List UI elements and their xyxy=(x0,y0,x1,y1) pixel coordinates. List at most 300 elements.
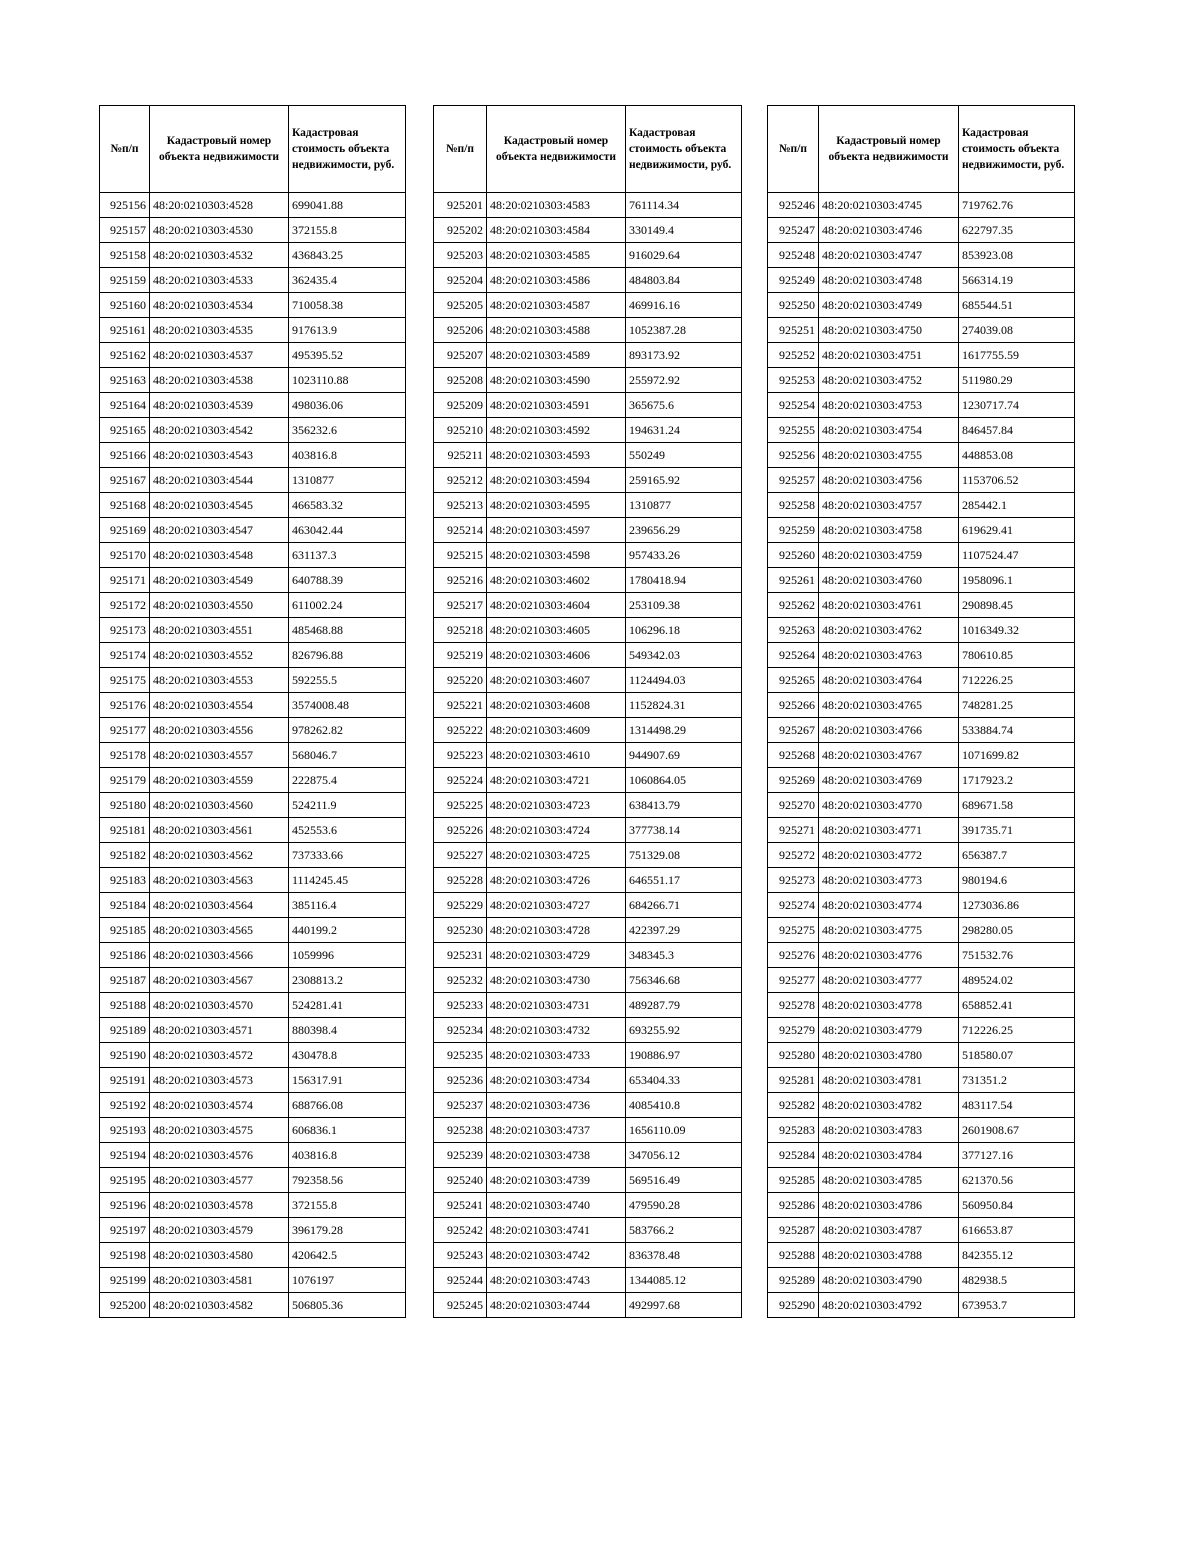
row-number-cell: 925261 xyxy=(768,568,819,593)
table-row xyxy=(768,1193,1075,1218)
row-number-cell: 925221 xyxy=(434,693,487,718)
cadastral-cost-cell: 106296.18 xyxy=(626,618,742,643)
cadastral-cost-cell: 638413.79 xyxy=(626,793,742,818)
cadastral-number-cell: 48:20:0210303:4780 xyxy=(819,1043,959,1068)
cadastral-cost-cell: 356232.6 xyxy=(289,418,406,443)
row-number-cell: 925282 xyxy=(768,1093,819,1118)
cadastral-number-cell: 48:20:0210303:4605 xyxy=(487,618,626,643)
row-number-cell: 925176 xyxy=(100,693,150,718)
table-row xyxy=(768,568,1075,593)
row-number-cell: 925166 xyxy=(100,443,150,468)
cadastral-number-cell: 48:20:0210303:4580 xyxy=(150,1243,289,1268)
cadastral-cost-cell: 880398.4 xyxy=(289,1018,406,1043)
cadastral-cost-cell: 482938.5 xyxy=(959,1268,1075,1293)
table-row xyxy=(434,243,742,268)
table-row xyxy=(768,668,1075,693)
cadastral-number-cell: 48:20:0210303:4763 xyxy=(819,643,959,668)
table-row xyxy=(434,693,742,718)
cadastral-number-cell: 48:20:0210303:4593 xyxy=(487,443,626,468)
table-body xyxy=(100,193,406,1318)
cadastral-cost-cell: 566314.19 xyxy=(959,268,1075,293)
row-number-cell: 925256 xyxy=(768,443,819,468)
cadastral-cost-cell: 448853.08 xyxy=(959,443,1075,468)
cadastral-cost-cell: 1060864.05 xyxy=(626,768,742,793)
row-number-cell: 925279 xyxy=(768,1018,819,1043)
row-number-cell: 925285 xyxy=(768,1168,819,1193)
cadastral-number-cell: 48:20:0210303:4592 xyxy=(487,418,626,443)
row-number-cell: 925270 xyxy=(768,793,819,818)
row-number-cell: 925222 xyxy=(434,718,487,743)
header-row xyxy=(768,106,1075,193)
cadastral-number-cell: 48:20:0210303:4775 xyxy=(819,918,959,943)
row-number-cell: 925283 xyxy=(768,1118,819,1143)
table-row xyxy=(100,418,406,443)
cadastral-cost-cell: 466583.32 xyxy=(289,493,406,518)
table-row xyxy=(100,868,406,893)
cadastral-cost-cell: 846457.84 xyxy=(959,418,1075,443)
cadastral-cost-cell: 484803.84 xyxy=(626,268,742,293)
cadastral-number-cell: 48:20:0210303:4588 xyxy=(487,318,626,343)
row-number-cell: 925205 xyxy=(434,293,487,318)
table-row xyxy=(100,1293,406,1318)
cadastral-number-cell: 48:20:0210303:4792 xyxy=(819,1293,959,1318)
table-row xyxy=(434,1093,742,1118)
cadastral-number-cell: 48:20:0210303:4609 xyxy=(487,718,626,743)
row-number-cell: 925171 xyxy=(100,568,150,593)
cadastral-cost-cell: 489287.79 xyxy=(626,993,742,1018)
cadastral-number-cell: 48:20:0210303:4571 xyxy=(150,1018,289,1043)
table-row xyxy=(100,668,406,693)
cadastral-cost-cell: 1314498.29 xyxy=(626,718,742,743)
cadastral-number-cell: 48:20:0210303:4750 xyxy=(819,318,959,343)
table-row xyxy=(768,518,1075,543)
cadastral-cost-cell: 253109.38 xyxy=(626,593,742,618)
cadastral-cost-cell: 748281.25 xyxy=(959,693,1075,718)
cadastral-cost-cell: 285442.1 xyxy=(959,493,1075,518)
row-number-cell: 925243 xyxy=(434,1243,487,1268)
cadastral-number-cell: 48:20:0210303:4539 xyxy=(150,393,289,418)
header-cadastral-cost: Кадастровая стоимость объекта недвижимости, руб. xyxy=(959,106,1075,193)
cadastral-cost-cell: 518580.07 xyxy=(959,1043,1075,1068)
cadastral-number-cell: 48:20:0210303:4741 xyxy=(487,1218,626,1243)
cadastral-cost-cell: 524281.41 xyxy=(289,993,406,1018)
cadastral-cost-cell: 616653.87 xyxy=(959,1218,1075,1243)
cadastral-number-cell: 48:20:0210303:4542 xyxy=(150,418,289,443)
cadastral-cost-cell: 944907.69 xyxy=(626,743,742,768)
row-number-cell: 925200 xyxy=(100,1293,150,1318)
cadastral-number-cell: 48:20:0210303:4573 xyxy=(150,1068,289,1093)
row-number-cell: 925211 xyxy=(434,443,487,468)
table-row xyxy=(434,1193,742,1218)
cadastral-cost-cell: 893173.92 xyxy=(626,343,742,368)
cadastral-cost-cell: 606836.1 xyxy=(289,1118,406,1143)
table-row xyxy=(100,793,406,818)
cadastral-cost-cell: 673953.7 xyxy=(959,1293,1075,1318)
table-row xyxy=(100,218,406,243)
row-number-cell: 925273 xyxy=(768,868,819,893)
table-row xyxy=(100,1193,406,1218)
table-body xyxy=(768,193,1075,1318)
table-row xyxy=(100,1268,406,1293)
cadastral-cost-cell: 420642.5 xyxy=(289,1243,406,1268)
table-row xyxy=(768,1243,1075,1268)
cadastral-number-cell: 48:20:0210303:4743 xyxy=(487,1268,626,1293)
cadastral-cost-cell: 583766.2 xyxy=(626,1218,742,1243)
table-row xyxy=(768,968,1075,993)
row-number-cell: 925180 xyxy=(100,793,150,818)
cadastral-number-cell: 48:20:0210303:4564 xyxy=(150,893,289,918)
cadastral-cost-cell: 568046.7 xyxy=(289,743,406,768)
row-number-cell: 925263 xyxy=(768,618,819,643)
cadastral-number-cell: 48:20:0210303:4565 xyxy=(150,918,289,943)
row-number-cell: 925262 xyxy=(768,593,819,618)
cadastral-cost-cell: 4085410.8 xyxy=(626,1093,742,1118)
row-number-cell: 925239 xyxy=(434,1143,487,1168)
row-number-cell: 925190 xyxy=(100,1043,150,1068)
cadastral-cost-cell: 1310877 xyxy=(626,493,742,518)
cadastral-cost-cell: 330149.4 xyxy=(626,218,742,243)
cadastral-number-cell: 48:20:0210303:4730 xyxy=(487,968,626,993)
cadastral-cost-cell: 1310877 xyxy=(289,468,406,493)
cadastral-number-cell: 48:20:0210303:4554 xyxy=(150,693,289,718)
header-row xyxy=(434,106,742,193)
cadastral-cost-cell: 731351.2 xyxy=(959,1068,1075,1093)
cadastral-cost-cell: 239656.29 xyxy=(626,518,742,543)
cadastral-number-cell: 48:20:0210303:4778 xyxy=(819,993,959,1018)
cadastral-cost-cell: 712226.25 xyxy=(959,668,1075,693)
table-row xyxy=(434,393,742,418)
cadastral-cost-cell: 689671.58 xyxy=(959,793,1075,818)
table-row xyxy=(434,768,742,793)
row-number-cell: 925259 xyxy=(768,518,819,543)
cadastral-number-cell: 48:20:0210303:4788 xyxy=(819,1243,959,1268)
table-row xyxy=(768,443,1075,468)
table-row xyxy=(434,1168,742,1193)
table-row xyxy=(434,668,742,693)
cadastral-cost-cell: 2308813.2 xyxy=(289,968,406,993)
table-row xyxy=(100,818,406,843)
row-number-cell: 925209 xyxy=(434,393,487,418)
cadastral-cost-cell: 290898.45 xyxy=(959,593,1075,618)
table-row xyxy=(768,718,1075,743)
cadastral-cost-cell: 485468.88 xyxy=(289,618,406,643)
cadastral-number-cell: 48:20:0210303:4570 xyxy=(150,993,289,1018)
table-row xyxy=(434,493,742,518)
cadastral-number-cell: 48:20:0210303:4782 xyxy=(819,1093,959,1118)
cadastral-cost-cell: 1230717.74 xyxy=(959,393,1075,418)
cadastral-number-cell: 48:20:0210303:4751 xyxy=(819,343,959,368)
row-number-cell: 925252 xyxy=(768,343,819,368)
table-row xyxy=(434,918,742,943)
table-row xyxy=(434,568,742,593)
table-row xyxy=(100,393,406,418)
cadastral-number-cell: 48:20:0210303:4581 xyxy=(150,1268,289,1293)
cadastral-number-cell: 48:20:0210303:4582 xyxy=(150,1293,289,1318)
cadastral-cost-cell: 259165.92 xyxy=(626,468,742,493)
table-row xyxy=(768,543,1075,568)
table-row xyxy=(100,468,406,493)
table-row xyxy=(100,943,406,968)
cadastral-number-cell: 48:20:0210303:4731 xyxy=(487,993,626,1018)
row-number-cell: 925247 xyxy=(768,218,819,243)
row-number-cell: 925287 xyxy=(768,1218,819,1243)
cadastral-number-cell: 48:20:0210303:4766 xyxy=(819,718,959,743)
table-row xyxy=(768,368,1075,393)
row-number-cell: 925231 xyxy=(434,943,487,968)
cadastral-number-cell: 48:20:0210303:4727 xyxy=(487,893,626,918)
cadastral-cost-cell: 483117.54 xyxy=(959,1093,1075,1118)
cadastral-cost-cell: 422397.29 xyxy=(626,918,742,943)
row-number-cell: 925224 xyxy=(434,768,487,793)
row-number-cell: 925276 xyxy=(768,943,819,968)
cadastral-number-cell: 48:20:0210303:4575 xyxy=(150,1118,289,1143)
table-row xyxy=(100,443,406,468)
cadastral-cost-cell: 365675.6 xyxy=(626,393,742,418)
header-cadastral-number: Кадастровый номер объекта недвижимости xyxy=(150,106,289,193)
table-row xyxy=(100,893,406,918)
row-number-cell: 925167 xyxy=(100,468,150,493)
cadastral-cost-cell: 978262.82 xyxy=(289,718,406,743)
cadastral-number-cell: 48:20:0210303:4752 xyxy=(819,368,959,393)
cadastral-cost-cell: 761114.34 xyxy=(626,193,742,218)
row-number-cell: 925226 xyxy=(434,818,487,843)
cadastral-cost-cell: 463042.44 xyxy=(289,518,406,543)
table-row xyxy=(100,1243,406,1268)
table-row xyxy=(768,393,1075,418)
cadastral-cost-cell: 693255.92 xyxy=(626,1018,742,1043)
cadastral-number-cell: 48:20:0210303:4745 xyxy=(819,193,959,218)
row-number-cell: 925185 xyxy=(100,918,150,943)
table-row xyxy=(768,843,1075,868)
table-row xyxy=(434,1018,742,1043)
cadastral-cost-cell: 751329.08 xyxy=(626,843,742,868)
cadastral-cost-cell: 403816.8 xyxy=(289,443,406,468)
cadastral-number-cell: 48:20:0210303:4534 xyxy=(150,293,289,318)
row-number-cell: 925217 xyxy=(434,593,487,618)
row-number-cell: 925215 xyxy=(434,543,487,568)
table-row xyxy=(434,718,742,743)
table-row xyxy=(100,543,406,568)
cadastral-cost-cell: 957433.26 xyxy=(626,543,742,568)
row-number-cell: 925183 xyxy=(100,868,150,893)
row-number-cell: 925158 xyxy=(100,243,150,268)
row-number-cell: 925203 xyxy=(434,243,487,268)
cadastral-cost-cell: 916029.64 xyxy=(626,243,742,268)
row-number-cell: 925192 xyxy=(100,1093,150,1118)
table-row xyxy=(434,218,742,243)
row-number-cell: 925281 xyxy=(768,1068,819,1093)
table-row xyxy=(768,868,1075,893)
table-row xyxy=(434,1043,742,1068)
row-number-cell: 925204 xyxy=(434,268,487,293)
table-row xyxy=(100,843,406,868)
table-row xyxy=(434,993,742,1018)
row-number-cell: 925206 xyxy=(434,318,487,343)
row-number-cell: 925168 xyxy=(100,493,150,518)
row-number-cell: 925289 xyxy=(768,1268,819,1293)
cadastral-cost-cell: 710058.38 xyxy=(289,293,406,318)
cadastral-number-cell: 48:20:0210303:4586 xyxy=(487,268,626,293)
row-number-cell: 925169 xyxy=(100,518,150,543)
row-number-cell: 925244 xyxy=(434,1268,487,1293)
table-row xyxy=(768,893,1075,918)
table-row xyxy=(100,368,406,393)
row-number-cell: 925170 xyxy=(100,543,150,568)
cadastral-cost-cell: 403816.8 xyxy=(289,1143,406,1168)
table-row xyxy=(434,343,742,368)
cadastral-number-cell: 48:20:0210303:4757 xyxy=(819,493,959,518)
table-row xyxy=(768,1068,1075,1093)
cadastral-number-cell: 48:20:0210303:4738 xyxy=(487,1143,626,1168)
cadastral-cost-cell: 469916.16 xyxy=(626,293,742,318)
cadastral-cost-cell: 737333.66 xyxy=(289,843,406,868)
cadastral-table-2 xyxy=(433,105,742,1318)
row-number-cell: 925219 xyxy=(434,643,487,668)
table-row xyxy=(100,1093,406,1118)
cadastral-number-cell: 48:20:0210303:4740 xyxy=(487,1193,626,1218)
cadastral-cost-cell: 1023110.88 xyxy=(289,368,406,393)
row-number-cell: 925162 xyxy=(100,343,150,368)
table-row xyxy=(768,1168,1075,1193)
cadastral-cost-cell: 792358.56 xyxy=(289,1168,406,1193)
row-number-cell: 925241 xyxy=(434,1193,487,1218)
table-row xyxy=(434,418,742,443)
row-number-cell: 925240 xyxy=(434,1168,487,1193)
cadastral-number-cell: 48:20:0210303:4562 xyxy=(150,843,289,868)
table-row xyxy=(434,893,742,918)
row-number-cell: 925196 xyxy=(100,1193,150,1218)
row-number-cell: 925264 xyxy=(768,643,819,668)
table-row xyxy=(100,718,406,743)
table-row xyxy=(100,343,406,368)
cadastral-number-cell: 48:20:0210303:4549 xyxy=(150,568,289,593)
cadastral-cost-cell: 751532.76 xyxy=(959,943,1075,968)
cadastral-cost-cell: 631137.3 xyxy=(289,543,406,568)
cadastral-number-cell: 48:20:0210303:4773 xyxy=(819,868,959,893)
cadastral-cost-cell: 685544.51 xyxy=(959,293,1075,318)
cadastral-number-cell: 48:20:0210303:4753 xyxy=(819,393,959,418)
row-number-cell: 925156 xyxy=(100,193,150,218)
row-number-cell: 925191 xyxy=(100,1068,150,1093)
row-number-cell: 925274 xyxy=(768,893,819,918)
cadastral-number-cell: 48:20:0210303:4770 xyxy=(819,793,959,818)
table-row xyxy=(100,518,406,543)
row-number-cell: 925216 xyxy=(434,568,487,593)
cadastral-number-cell: 48:20:0210303:4781 xyxy=(819,1068,959,1093)
row-number-cell: 925242 xyxy=(434,1218,487,1243)
row-number-cell: 925194 xyxy=(100,1143,150,1168)
cadastral-cost-cell: 699041.88 xyxy=(289,193,406,218)
row-number-cell: 925178 xyxy=(100,743,150,768)
table-row xyxy=(100,1068,406,1093)
cadastral-cost-cell: 430478.8 xyxy=(289,1043,406,1068)
cadastral-number-cell: 48:20:0210303:4535 xyxy=(150,318,289,343)
row-number-cell: 925235 xyxy=(434,1043,487,1068)
cadastral-number-cell: 48:20:0210303:4587 xyxy=(487,293,626,318)
row-number-cell: 925280 xyxy=(768,1043,819,1068)
cadastral-number-cell: 48:20:0210303:4583 xyxy=(487,193,626,218)
cadastral-cost-cell: 298280.05 xyxy=(959,918,1075,943)
row-number-cell: 925284 xyxy=(768,1143,819,1168)
table-row xyxy=(768,643,1075,668)
cadastral-number-cell: 48:20:0210303:4550 xyxy=(150,593,289,618)
cadastral-cost-cell: 452553.6 xyxy=(289,818,406,843)
cadastral-cost-cell: 1152824.31 xyxy=(626,693,742,718)
row-number-cell: 925182 xyxy=(100,843,150,868)
row-number-cell: 925249 xyxy=(768,268,819,293)
table-row xyxy=(100,318,406,343)
cadastral-cost-cell: 780610.85 xyxy=(959,643,1075,668)
header-row xyxy=(100,106,406,193)
cadastral-number-cell: 48:20:0210303:4545 xyxy=(150,493,289,518)
cadastral-number-cell: 48:20:0210303:4610 xyxy=(487,743,626,768)
cadastral-cost-cell: 592255.5 xyxy=(289,668,406,693)
table-row xyxy=(768,468,1075,493)
header-number: №п/п xyxy=(768,106,819,193)
cadastral-cost-cell: 836378.48 xyxy=(626,1243,742,1268)
cadastral-number-cell: 48:20:0210303:4584 xyxy=(487,218,626,243)
row-number-cell: 925251 xyxy=(768,318,819,343)
row-number-cell: 925229 xyxy=(434,893,487,918)
row-number-cell: 925161 xyxy=(100,318,150,343)
cadastral-cost-cell: 656387.7 xyxy=(959,843,1075,868)
cadastral-number-cell: 48:20:0210303:4561 xyxy=(150,818,289,843)
cadastral-number-cell: 48:20:0210303:4538 xyxy=(150,368,289,393)
header-cadastral-cost: Кадастровая стоимость объекта недвижимости, руб. xyxy=(289,106,406,193)
header-cadastral-number: Кадастровый номер объекта недвижимости xyxy=(487,106,626,193)
cadastral-cost-cell: 646551.17 xyxy=(626,868,742,893)
row-number-cell: 925159 xyxy=(100,268,150,293)
row-number-cell: 925201 xyxy=(434,193,487,218)
table-row xyxy=(768,243,1075,268)
row-number-cell: 925265 xyxy=(768,668,819,693)
cadastral-number-cell: 48:20:0210303:4608 xyxy=(487,693,626,718)
cadastral-number-cell: 48:20:0210303:4729 xyxy=(487,943,626,968)
table-row xyxy=(434,793,742,818)
cadastral-cost-cell: 756346.68 xyxy=(626,968,742,993)
cadastral-number-cell: 48:20:0210303:4749 xyxy=(819,293,959,318)
table-row xyxy=(768,1143,1075,1168)
table-row xyxy=(434,743,742,768)
cadastral-cost-cell: 653404.33 xyxy=(626,1068,742,1093)
cadastral-cost-cell: 712226.25 xyxy=(959,1018,1075,1043)
cadastral-number-cell: 48:20:0210303:4737 xyxy=(487,1118,626,1143)
cadastral-number-cell: 48:20:0210303:4724 xyxy=(487,818,626,843)
row-number-cell: 925212 xyxy=(434,468,487,493)
cadastral-cost-cell: 2601908.67 xyxy=(959,1118,1075,1143)
cadastral-cost-cell: 489524.02 xyxy=(959,968,1075,993)
table-row xyxy=(768,943,1075,968)
table-row xyxy=(100,493,406,518)
cadastral-number-cell: 48:20:0210303:4559 xyxy=(150,768,289,793)
row-number-cell: 925260 xyxy=(768,543,819,568)
table-row xyxy=(100,968,406,993)
cadastral-cost-cell: 492997.68 xyxy=(626,1293,742,1318)
table-row xyxy=(434,843,742,868)
cadastral-cost-cell: 436843.25 xyxy=(289,243,406,268)
row-number-cell: 925271 xyxy=(768,818,819,843)
cadastral-number-cell: 48:20:0210303:4589 xyxy=(487,343,626,368)
table-row xyxy=(768,293,1075,318)
cadastral-number-cell: 48:20:0210303:4557 xyxy=(150,743,289,768)
cadastral-number-cell: 48:20:0210303:4530 xyxy=(150,218,289,243)
table-row xyxy=(100,193,406,218)
table-row xyxy=(100,268,406,293)
row-number-cell: 925177 xyxy=(100,718,150,743)
cadastral-number-cell: 48:20:0210303:4742 xyxy=(487,1243,626,1268)
cadastral-number-cell: 48:20:0210303:4553 xyxy=(150,668,289,693)
cadastral-number-cell: 48:20:0210303:4563 xyxy=(150,868,289,893)
